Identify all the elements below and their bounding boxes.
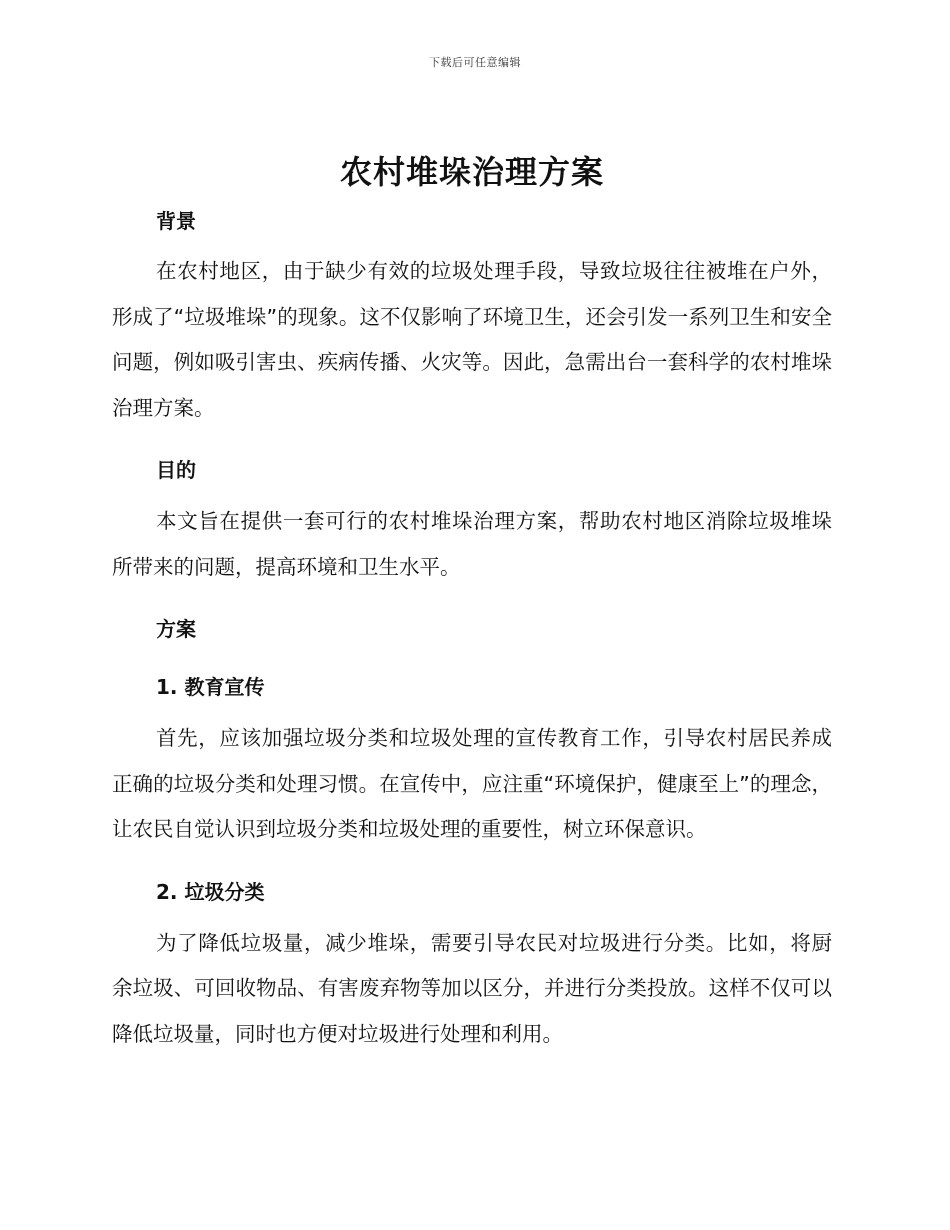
section-heading-purpose: 目的: [156, 458, 196, 482]
page-header-note: 下载后可任意编辑: [429, 56, 521, 69]
paragraph-sorting: 为了降低垃圾量，减少堆垛，需要引导农民对垃圾进行分类。比如，将厨余垃圾、可回收物品、有害废弃物等加以区分，并进行分类投放。这样不仅可以降低垃圾量，同时也方便对垃圾进行处理和利用。: [112, 930, 832, 1046]
document-body: [112, 150, 832, 1057]
section-heading-plan: 方案: [156, 617, 196, 641]
section-heading-background: 背景: [156, 209, 196, 233]
paragraph-education: 首先，应该加强垃圾分类和垃圾处理的宣传教育工作，引导农村居民养成正确的垃圾分类和处理习惯。在宣传中，应注重“环境保护，健康至上”的理念，让农民自觉认识到垃圾分类和垃圾处理的重要性，树立环保意识。: [112, 726, 832, 841]
subsection-heading-sorting: 2. 垃圾分类: [156, 879, 265, 904]
document-title: 农村堆垛治理方案: [339, 153, 604, 191]
subsection-heading-education: 1. 教育宣传: [156, 675, 265, 699]
paragraph-background: 在农村地区，由于缺少有效的垃圾处理手段，导致垃圾往往被堆在户外，形成了“垃圾堆垛”的现象。这不仅影响了环境卫生，还会引发一系列卫生和安全问题，例如吸引害虫、疾病传播、火灾等。因此，急需出台一套科学的农村堆垛治理方案。: [112, 259, 832, 420]
paragraph-purpose: 本文旨在提供一套可行的农村堆垛治理方案，帮助农村地区消除垃圾堆垛所带来的问题，提高环境和卫生水平。: [112, 509, 832, 579]
